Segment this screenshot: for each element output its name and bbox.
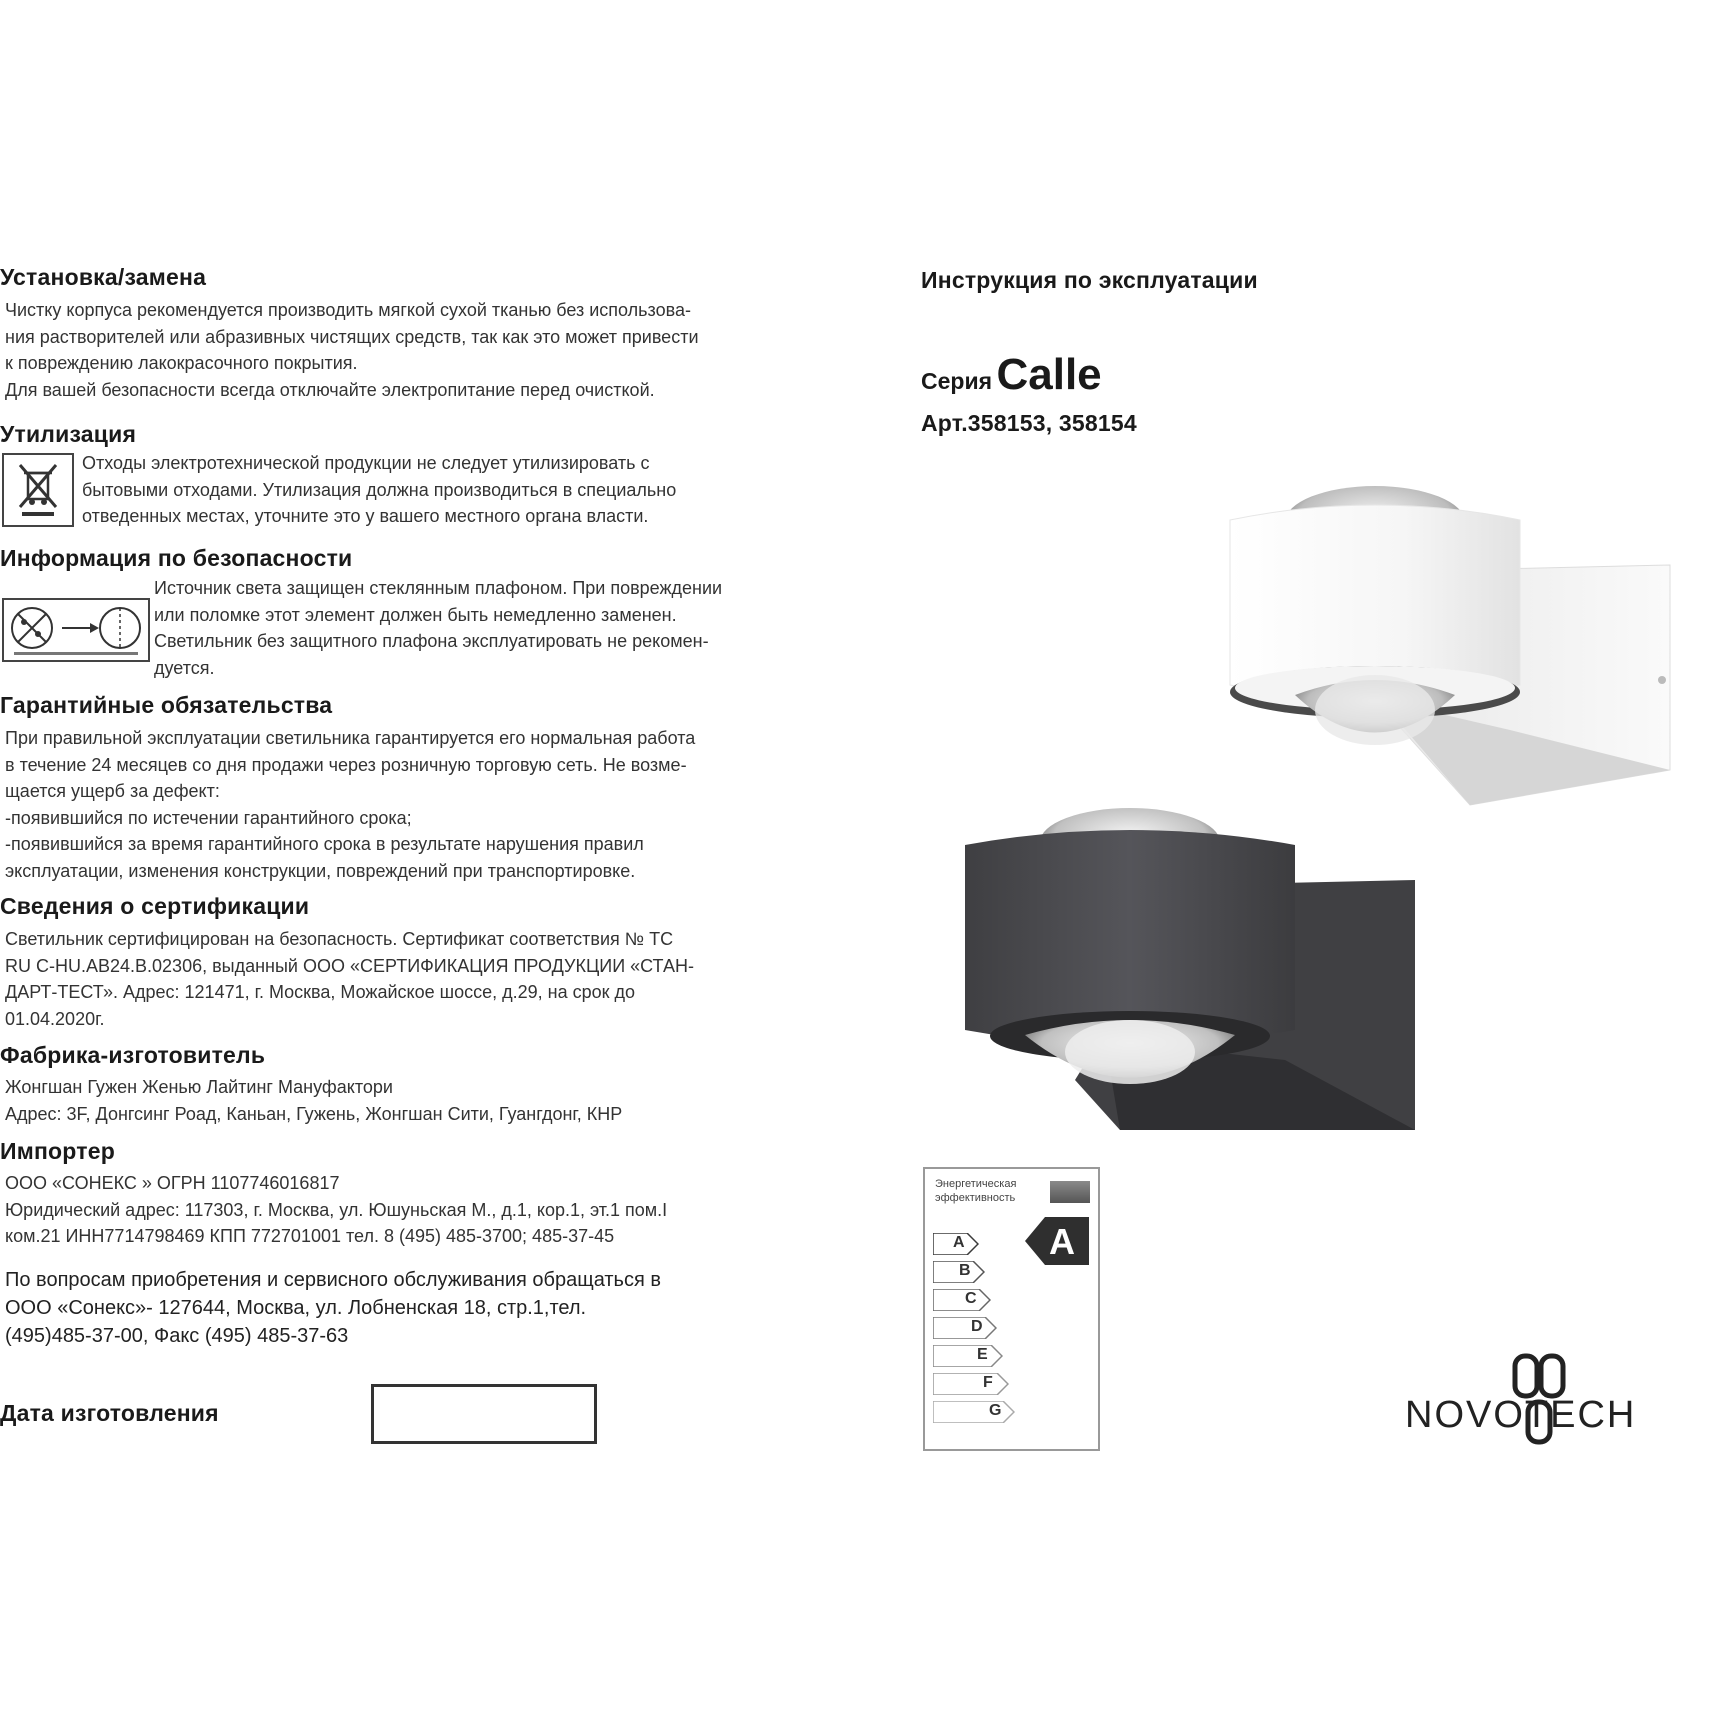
energy-class-letter: F — [983, 1374, 993, 1391]
text-line: ООО «Сонекс»- 127644, Москва, ул. Лобненская 18, стр.1,тел. — [5, 1297, 587, 1319]
install-heading: Установка/замена — [0, 264, 207, 290]
energy-class-c — [933, 1289, 991, 1311]
energy-rating-badge — [1025, 1217, 1089, 1265]
importer-text — [5, 1170, 667, 1250]
energy-label — [923, 1167, 1100, 1451]
energy-class-letter: A — [953, 1234, 965, 1251]
text-line: в течение 24 месяцев со дня продажи через розничную торговую сеть. Не возме- — [5, 754, 687, 775]
text-line: Юридический адрес: 117303, г. Москва, ул. Юшуньская М., д.1, кор.1, эт.1 пом.I — [5, 1199, 668, 1220]
text-line: щается ущерб за дефект: — [5, 781, 220, 801]
logo-text: NOVOTECH — [1405, 1394, 1637, 1436]
energy-class-g — [933, 1401, 1015, 1423]
factory-text — [5, 1074, 622, 1127]
white-lamp-image — [1210, 470, 1680, 810]
disposal-heading: Утилизация — [0, 421, 137, 447]
text-line: ДАРТ-ТЕСТ». Адрес: 121471, г. Москва, Можайское шоссе, д.29, на срок до — [5, 982, 635, 1002]
text-line: или поломке этот элемент должен быть немедленно заменен. — [154, 604, 677, 625]
service-text — [5, 1266, 661, 1350]
replace-shade-icon — [2, 598, 150, 662]
text-line: Чистку корпуса рекомендуется производить мягкой сухой тканью без использова- — [5, 300, 691, 320]
text-line: эффективность — [935, 1192, 1016, 1204]
text-line: отведенных местах, уточните это у вашего местного органа власти. — [82, 506, 649, 526]
text-line: Отходы электротехнической продукции не следует утилизировать с — [82, 453, 650, 473]
text-line: RU C-HU.AB24.B.02306, выданный ООО «СЕРТИФИКАЦИЯ ПРОДУКЦИИ «СТАН- — [5, 955, 694, 976]
text-line: ком.21 ИНН7714798469 КПП 772701001 тел. 8 (495) 485-3700; 485-37-45 — [5, 1226, 615, 1246]
text-line: ния растворителей или абразивных чистящих средств, так как это может привести — [5, 326, 699, 347]
novotech-logo — [1405, 1352, 1720, 1452]
series-title — [921, 350, 1102, 400]
text-line: бытовыми отходами. Утилизация должна производиться в специально — [82, 479, 677, 500]
text-line: эксплуатации, изменения конструкции, повреждений при транспортировке. — [5, 860, 636, 881]
energy-class-letter: E — [977, 1346, 988, 1363]
energy-class-f — [933, 1373, 1009, 1395]
series-name: Calle — [996, 350, 1102, 399]
energy-class-b — [933, 1261, 985, 1283]
date-field[interactable] — [371, 1384, 597, 1444]
energy-class-letter: B — [959, 1262, 971, 1279]
factory-heading: Фабрика-изготовитель — [0, 1042, 266, 1068]
warranty-heading: Гарантийные обязательства — [0, 692, 333, 718]
text-line: 01.04.2020г. — [5, 1008, 105, 1029]
certification-heading: Сведения о сертификации — [0, 893, 310, 919]
text-line: Для вашей безопасности всегда отключайте электропитание перед очисткой. — [5, 379, 655, 400]
text-line: Источник света защищен стеклянным плафоном. При повреждении — [154, 578, 723, 598]
text-line: к повреждению лакокрасочного покрытия. — [5, 353, 358, 373]
text-line: -появившийся за время гарантийного срока в результате нарушения правил — [5, 834, 644, 854]
text-line: Адрес: 3F, Донгсинг Роад, Каньан, Гужень, Жонгшан Сити, Гуангдонг, КНР — [5, 1103, 623, 1124]
energy-class-letter: C — [965, 1290, 977, 1307]
text-line: Жонгшан Гужен Женью Лайтинг Мануфактори — [5, 1077, 393, 1097]
importer-heading: Импортер — [0, 1138, 115, 1164]
text-line: дуется. — [154, 657, 215, 678]
text-line: Светильник без защитного плафона эксплуатировать не рекомен- — [154, 631, 709, 651]
text-line: Светильник сертифицирован на безопасность. Сертификат соответствия № ТС — [5, 929, 674, 949]
energy-class-letter: G — [989, 1402, 1002, 1419]
install-text — [5, 297, 699, 403]
series-label: Серия — [921, 368, 993, 394]
warranty-text — [5, 725, 695, 884]
text-line: При правильной эксплуатации светильника гарантируется его нормальная работа — [5, 728, 696, 748]
energy-rating-letter: A — [1049, 1221, 1075, 1262]
dark-lamp-image — [955, 800, 1425, 1140]
text-line: (495)485-37-00, Факс (495) 485-37-63 — [5, 1325, 349, 1347]
energy-class-a — [933, 1233, 979, 1255]
disposal-text — [82, 450, 676, 530]
text-line: Энергетическая — [935, 1178, 1017, 1190]
certification-text — [5, 926, 694, 1032]
text-line: -появившийся по истечении гарантийного срока; — [5, 807, 412, 828]
energy-title — [935, 1177, 1016, 1205]
doc-title: Инструкция по эксплуатации — [921, 267, 1258, 293]
text-line: По вопросам приобретения и сервисного обслуживания обращаться в — [5, 1269, 661, 1291]
energy-color-bar — [1050, 1181, 1090, 1203]
energy-class-e — [933, 1345, 1003, 1367]
safety-text — [154, 575, 722, 681]
safety-heading: Информация по безопасности — [0, 545, 353, 571]
crossed-bin-icon — [2, 453, 74, 527]
date-label: Дата изготовления — [0, 1400, 219, 1426]
text-line: ООО «СОНЕКС » ОГРН 1107746016817 — [5, 1173, 340, 1193]
article-number: Арт.358153, 358154 — [921, 410, 1137, 436]
energy-class-d — [933, 1317, 997, 1339]
energy-class-letter: D — [971, 1318, 983, 1335]
